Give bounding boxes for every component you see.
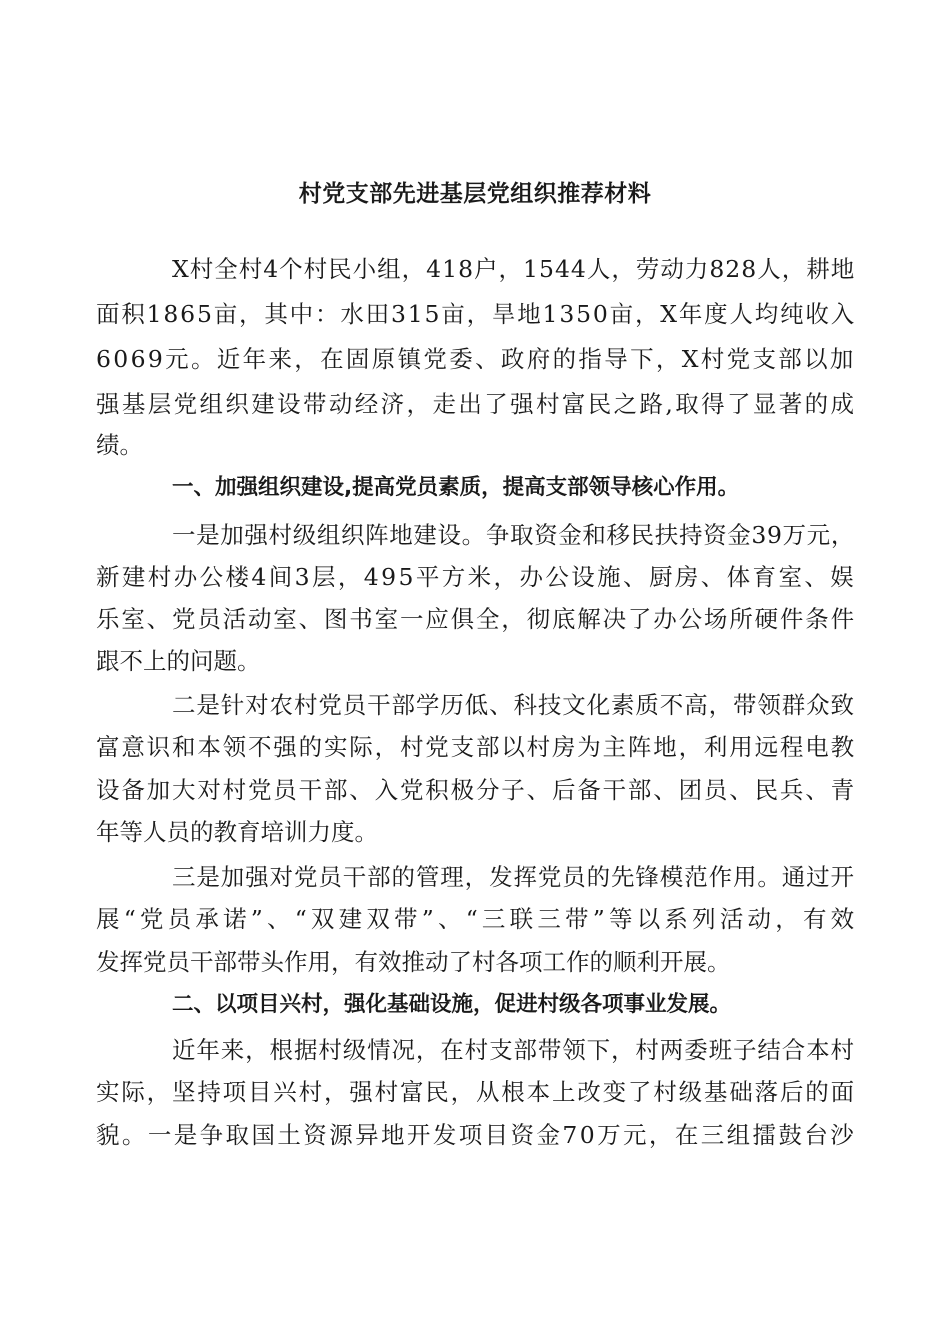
paragraph-line: 三是加强对党员干部的管理，发挥党员的先锋模范作用。通过开 bbox=[172, 863, 855, 891]
paragraph-line: 强基层党组织建设带动经济，走出了强村富民之路,取得了显著的成 bbox=[96, 390, 857, 418]
paragraph-line: 近年来，根据村级情况，在村支部带领下，村两委班子结合本村 bbox=[172, 1036, 855, 1064]
paragraph-line: 二是针对农村党员干部学历低、科技文化素质不高，带领群众致 bbox=[172, 691, 855, 719]
paragraph-line: 展“党员承诺”、“双建双带”、“三联三带”等以系列活动，有效 bbox=[96, 905, 859, 933]
paragraph-line: 新建村办公楼4间3层，495平方米，办公设施、厨房、体育室、娱 bbox=[96, 563, 857, 591]
paragraph-line: 设备加大对村党员干部、入党积极分子、后备干部、团员、民兵、青 bbox=[96, 776, 856, 804]
paragraph-line: 发挥党员干部带头作用，有效推动了村各项工作的顺利开展。 bbox=[96, 948, 731, 976]
paragraph-line: 面积1865亩，其中：水田315亩，旱地1350亩，X年度人均纯收入 bbox=[96, 300, 857, 328]
paragraph-line: 实际，坚持项目兴村，强村富民，从根本上改变了村级基础落后的面 bbox=[96, 1078, 856, 1106]
paragraph-line: 富意识和本领不强的实际，村党支部以村房为主阵地，利用远程电教 bbox=[96, 733, 856, 761]
document-title: 村党支部先进基层党组织推荐材料 bbox=[298, 181, 652, 207]
paragraph-line: 跟不上的问题。 bbox=[96, 647, 261, 675]
paragraph-line: X村全村4个村民小组，418户，1544人，劳动力828人，耕地 bbox=[172, 255, 856, 283]
paragraph-line: 绩。 bbox=[96, 431, 143, 459]
paragraph-line: 乐室、党员活动室、图书室一应俱全，彻底解决了办公场所硬件条件 bbox=[96, 605, 856, 633]
section-heading: 一、加强组织建设,提高党员素质，提高支部领导核心作用。 bbox=[172, 475, 740, 500]
paragraph-line: 一是加强村级组织阵地建设。争取资金和移民扶持资金39万元， bbox=[172, 521, 855, 549]
paragraph-line: 年等人员的教育培训力度。 bbox=[96, 818, 378, 846]
section-heading: 二、以项目兴村，强化基础设施，促进村级各项事业发展。 bbox=[172, 992, 732, 1017]
paragraph-line: 貌。一是争取国土资源异地开发项目资金70万元，在三组擂鼓台沙 bbox=[96, 1121, 857, 1149]
paragraph-line: 6069元。近年来，在固原镇党委、政府的指导下，X村党支部以加 bbox=[96, 345, 856, 373]
